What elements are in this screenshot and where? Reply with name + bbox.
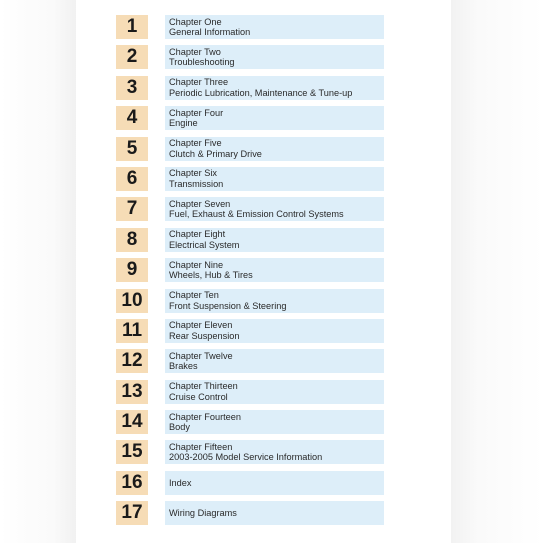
- chapter-number-badge[interactable]: 12: [116, 349, 148, 373]
- chapter-link[interactable]: [165, 45, 384, 69]
- chapter-title: Chapter Three: [169, 77, 229, 88]
- chapter-number-badge[interactable]: 16: [116, 471, 148, 495]
- toc-entry-5[interactable]: [116, 137, 384, 161]
- chapter-subtitle: Electrical System: [169, 239, 240, 250]
- table-of-contents: [116, 15, 384, 532]
- chapter-subtitle: Rear Suspension: [169, 330, 240, 341]
- chapter-subtitle: Cruise Control: [169, 391, 228, 402]
- chapter-subtitle: Brakes: [169, 361, 198, 372]
- chapter-link[interactable]: [165, 380, 384, 404]
- chapter-title: Chapter Five: [169, 138, 222, 149]
- chapter-title: Chapter Twelve: [169, 350, 233, 361]
- chapter-subtitle: Wheels, Hub & Tires: [169, 270, 253, 281]
- chapter-number-badge[interactable]: 10: [116, 289, 148, 313]
- toc-entry-7[interactable]: [116, 197, 384, 221]
- toc-entry-1[interactable]: [116, 15, 384, 39]
- chapter-subtitle: Fuel, Exhaust & Emission Control Systems: [169, 209, 344, 220]
- chapter-number-badge[interactable]: 8: [116, 228, 148, 252]
- chapter-number-badge[interactable]: 11: [116, 319, 148, 343]
- chapter-subtitle: Engine: [169, 118, 198, 129]
- chapter-title: Chapter One: [169, 16, 222, 27]
- toc-entry-6[interactable]: [116, 167, 384, 191]
- chapter-title: Chapter Ten: [169, 290, 219, 301]
- toc-entry-16[interactable]: [116, 471, 384, 495]
- chapter-subtitle: Clutch & Primary Drive: [169, 148, 262, 159]
- chapter-number-badge[interactable]: 6: [116, 167, 148, 191]
- page-margin-left: [0, 0, 76, 543]
- chapter-title: Chapter Fifteen: [169, 441, 233, 452]
- chapter-number-badge[interactable]: 17: [116, 501, 148, 525]
- toc-entry-8[interactable]: [116, 228, 384, 252]
- chapter-title: Chapter Two: [169, 46, 221, 57]
- chapter-number-badge[interactable]: 2: [116, 45, 148, 69]
- chapter-link[interactable]: [165, 319, 384, 343]
- chapter-title: Chapter Thirteen: [169, 381, 238, 392]
- chapter-title: Chapter Seven: [169, 198, 231, 209]
- chapter-subtitle: Front Suspension & Steering: [169, 300, 287, 311]
- chapter-subtitle: Transmission: [169, 178, 224, 189]
- chapter-subtitle: Periodic Lubrication, Maintenance & Tune-up: [169, 87, 353, 98]
- chapter-number-badge[interactable]: 13: [116, 380, 148, 404]
- chapter-number-badge[interactable]: 5: [116, 137, 148, 161]
- chapter-link[interactable]: [165, 15, 384, 39]
- chapter-link[interactable]: [165, 167, 384, 191]
- toc-entry-17[interactable]: [116, 501, 384, 525]
- chapter-title: Wiring Diagrams: [169, 508, 237, 518]
- chapter-link[interactable]: [165, 349, 384, 373]
- chapter-number-badge[interactable]: 14: [116, 410, 148, 434]
- page-margin-right: [451, 0, 543, 543]
- toc-entry-4[interactable]: [116, 106, 384, 130]
- chapter-link[interactable]: [165, 258, 384, 282]
- chapter-title: Chapter Eleven: [169, 320, 233, 331]
- chapter-number-badge[interactable]: 9: [116, 258, 148, 282]
- chapter-title: Chapter Four: [169, 107, 224, 118]
- chapter-subtitle: General Information: [169, 27, 251, 37]
- toc-entry-12[interactable]: [116, 349, 384, 373]
- chapter-title: Chapter Fourteen: [169, 411, 242, 422]
- toc-entry-3[interactable]: [116, 76, 384, 100]
- toc-entry-15[interactable]: [116, 440, 384, 464]
- toc-entry-13[interactable]: [116, 380, 384, 404]
- chapter-title: Chapter Nine: [169, 259, 224, 270]
- chapter-subtitle: 2003-2005 Model Service Information: [169, 452, 323, 463]
- chapter-link[interactable]: [165, 228, 384, 252]
- chapter-number-badge[interactable]: 4: [116, 106, 148, 130]
- chapter-link[interactable]: [165, 440, 384, 464]
- chapter-link[interactable]: [165, 76, 384, 100]
- chapter-subtitle: Body: [169, 422, 190, 433]
- chapter-title: Chapter Eight: [169, 229, 226, 240]
- chapter-title: Index: [169, 477, 192, 488]
- chapter-link[interactable]: [165, 410, 384, 434]
- chapter-link[interactable]: [165, 471, 384, 495]
- chapter-number-badge[interactable]: 1: [116, 15, 148, 39]
- chapter-number-badge[interactable]: 15: [116, 440, 148, 464]
- toc-entry-9[interactable]: [116, 258, 384, 282]
- chapter-link[interactable]: [165, 137, 384, 161]
- chapter-link[interactable]: [165, 106, 384, 130]
- toc-entry-2[interactable]: [116, 45, 384, 69]
- chapter-number-badge[interactable]: 3: [116, 76, 148, 100]
- chapter-link[interactable]: [165, 197, 384, 221]
- toc-entry-10[interactable]: [116, 289, 384, 313]
- chapter-title: Chapter Six: [169, 168, 218, 179]
- toc-entry-11[interactable]: [116, 319, 384, 343]
- chapter-subtitle: Troubleshooting: [169, 57, 235, 68]
- chapter-link[interactable]: [165, 501, 384, 525]
- chapter-number-badge[interactable]: 7: [116, 197, 148, 221]
- chapter-link[interactable]: [165, 289, 384, 313]
- toc-entry-14[interactable]: [116, 410, 384, 434]
